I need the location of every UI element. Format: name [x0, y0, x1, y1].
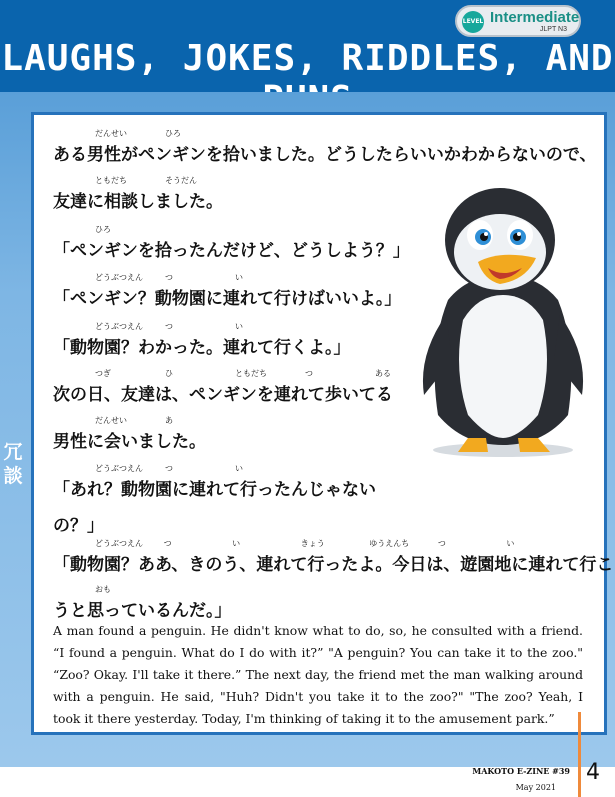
story-line: 「ペンギン？動物園に連れて行けばいいよ。」 — [53, 289, 402, 309]
story-line: うと思っているんだ。」 — [53, 601, 232, 621]
footer-divider — [578, 712, 581, 797]
story-line: 友達に相談しました。 — [53, 192, 223, 212]
furigana: い — [506, 539, 515, 548]
furigana: ひ — [165, 369, 173, 378]
furigana: だんせい — [95, 129, 127, 138]
furigana: い — [235, 322, 243, 331]
penguin-illustration — [418, 180, 588, 460]
furigana: だんせい — [95, 416, 127, 425]
side-label-char: 談 — [3, 465, 23, 487]
level-sub: JLPT N3 — [539, 26, 567, 33]
furigana: おも — [95, 585, 111, 594]
story-line: 次の日、友達は、ペンギンを連れて歩いてる — [53, 385, 393, 405]
furigana: つ — [305, 369, 313, 378]
furigana: あ — [165, 416, 173, 425]
level-badge — [455, 5, 581, 37]
furigana: どうぶつえん — [95, 273, 143, 282]
story-line: の？」 — [53, 516, 104, 536]
furigana: どうぶつえん — [95, 464, 143, 473]
furigana: どうぶつえん — [95, 539, 143, 548]
furigana: ともだち — [235, 369, 267, 378]
furigana: ある — [375, 369, 391, 378]
side-label-char: 冗 — [3, 441, 23, 463]
story-line: 「あれ？動物園に連れて行ったんじゃない — [53, 480, 376, 500]
furigana: い — [235, 273, 243, 282]
furigana: どうぶつえん — [95, 322, 143, 331]
zine-date: May 2021 — [515, 783, 556, 792]
story-line: ある男性がペンギンを拾いました。どうしたらいいかわからないので、 — [53, 145, 597, 165]
zine-name: MAKOTO E-ZINE #39 — [472, 766, 570, 776]
furigana: ともだち — [95, 176, 127, 185]
furigana: つ — [165, 322, 173, 331]
furigana: い — [232, 539, 241, 548]
story-line: 「動物園？ああ、きのう、連れて行ったよ。今日は、遊園地に連れて行こ — [53, 555, 614, 575]
furigana: ゆうえんち — [369, 539, 410, 548]
story-english: A man found a penguin. He didn't know what to do, so, he consulted with a friend. “I found a penguin. What do I do with it?” "A penguin? You can take it to the zoo." “Zoo? Okay. I'll take it there.” The next day, the friend met the man walking around with a penguin. He said, "Huh? Didn't you take it to the zoo?" "The zoo? Yeah, I took it there yesterday. Today, I'm thinking of taking it to the amusement park.” — [53, 623, 583, 726]
page-number: 4 — [586, 760, 600, 785]
story-line: 男性に会いました。 — [53, 432, 206, 452]
furigana: つ — [165, 273, 173, 282]
furigana: つぎ — [95, 369, 111, 378]
furigana: つ — [437, 539, 446, 548]
furigana: つ — [163, 539, 172, 548]
furigana: い — [235, 464, 243, 473]
level-dot: LEVEL — [462, 11, 484, 33]
level-name: Intermediate — [490, 9, 580, 26]
furigana: ひろ — [165, 129, 181, 138]
furigana: ひろ — [95, 225, 111, 234]
story-line: 「動物園？わかった。連れて行くよ。」 — [53, 338, 351, 358]
furigana: そうだん — [165, 176, 197, 185]
story-line: 「ペンギンを拾ったんだけど、どうしよう？」 — [53, 241, 410, 261]
side-label — [0, 440, 26, 488]
page-title: LAUGHS, JOKES, RIDDLES, AND — [1, 38, 614, 79]
furigana: つ — [165, 464, 173, 473]
furigana: きょう — [300, 539, 325, 548]
